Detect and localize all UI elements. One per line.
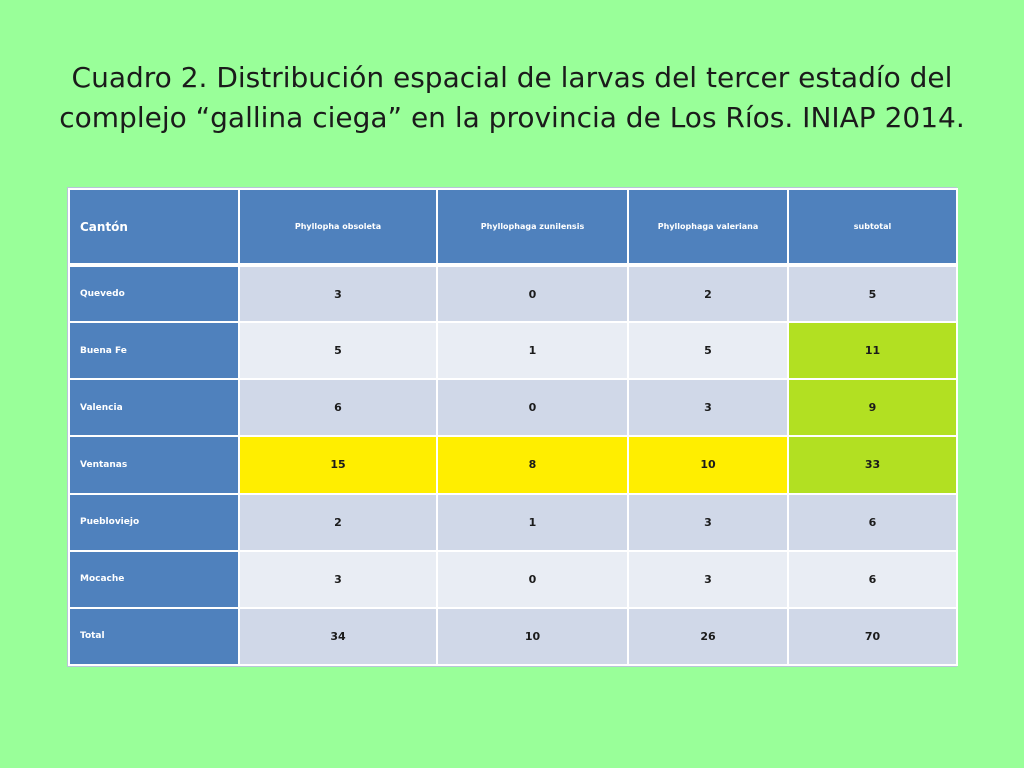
- table-cell: 5: [628, 322, 788, 379]
- row-label: Mocache: [69, 551, 239, 608]
- subtotal-cell-highlighted: 11: [788, 322, 957, 379]
- table-cell: 3: [239, 551, 437, 608]
- table-cell: 3: [628, 379, 788, 436]
- table-row: [69, 379, 957, 436]
- table-cell-highlighted: 15: [239, 436, 437, 493]
- data-table: [68, 188, 958, 666]
- subtotal-cell-highlighted: 9: [788, 379, 957, 436]
- grand-total-cell: 70: [788, 608, 957, 665]
- row-label: Puebloviejo: [69, 494, 239, 551]
- subtotal-cell: 6: [788, 494, 957, 551]
- table-cell: 5: [239, 322, 437, 379]
- subtotal-cell-highlighted: 33: [788, 436, 957, 493]
- table-row: [69, 494, 957, 551]
- table-cell: 2: [239, 494, 437, 551]
- table-cell: 3: [239, 265, 437, 322]
- table-row: [69, 322, 957, 379]
- table-cell: 1: [437, 494, 628, 551]
- title-line-2: complejo “gallina ciega” en la provincia de Los Ríos. INIAP 2014.: [59, 101, 965, 134]
- title-line-1: Cuadro 2. Distribución espacial de larvas del tercer estadío del: [71, 61, 953, 94]
- total-cell: 34: [239, 608, 437, 665]
- row-label-total: Total: [69, 608, 239, 665]
- row-label: Buena Fe: [69, 322, 239, 379]
- table-cell-highlighted: 8: [437, 436, 628, 493]
- table-cell: 1: [437, 322, 628, 379]
- subtotal-cell: 5: [788, 265, 957, 322]
- table-row: [69, 436, 957, 493]
- table-cell: 2: [628, 265, 788, 322]
- column-header-phyllophaga-zunilensis: Phyllophaga zunilensis: [437, 189, 628, 265]
- row-label: Quevedo: [69, 265, 239, 322]
- table-cell-highlighted: 10: [628, 436, 788, 493]
- table-header-row: [69, 189, 957, 265]
- table-cell: 0: [437, 379, 628, 436]
- column-header-phyllophaga-valeriana: Phyllophaga valeriana: [628, 189, 788, 265]
- table-cell: 0: [437, 265, 628, 322]
- column-header-canton: Cantón: [69, 189, 239, 265]
- table-cell: 3: [628, 551, 788, 608]
- table-cell: 0: [437, 551, 628, 608]
- row-label: Valencia: [69, 379, 239, 436]
- row-label: Ventanas: [69, 436, 239, 493]
- table-total-row: [69, 608, 957, 665]
- column-header-subtotal: subtotal: [788, 189, 957, 265]
- data-table-container: [68, 188, 956, 666]
- table-row: [69, 551, 957, 608]
- table-row: [69, 265, 957, 322]
- total-cell: 26: [628, 608, 788, 665]
- table-cell: 6: [239, 379, 437, 436]
- subtotal-cell: 6: [788, 551, 957, 608]
- table-cell: 3: [628, 494, 788, 551]
- slide-title: [40, 58, 984, 138]
- total-cell: 10: [437, 608, 628, 665]
- column-header-phyllopha-obsoleta: Phyllopha obsoleta: [239, 189, 437, 265]
